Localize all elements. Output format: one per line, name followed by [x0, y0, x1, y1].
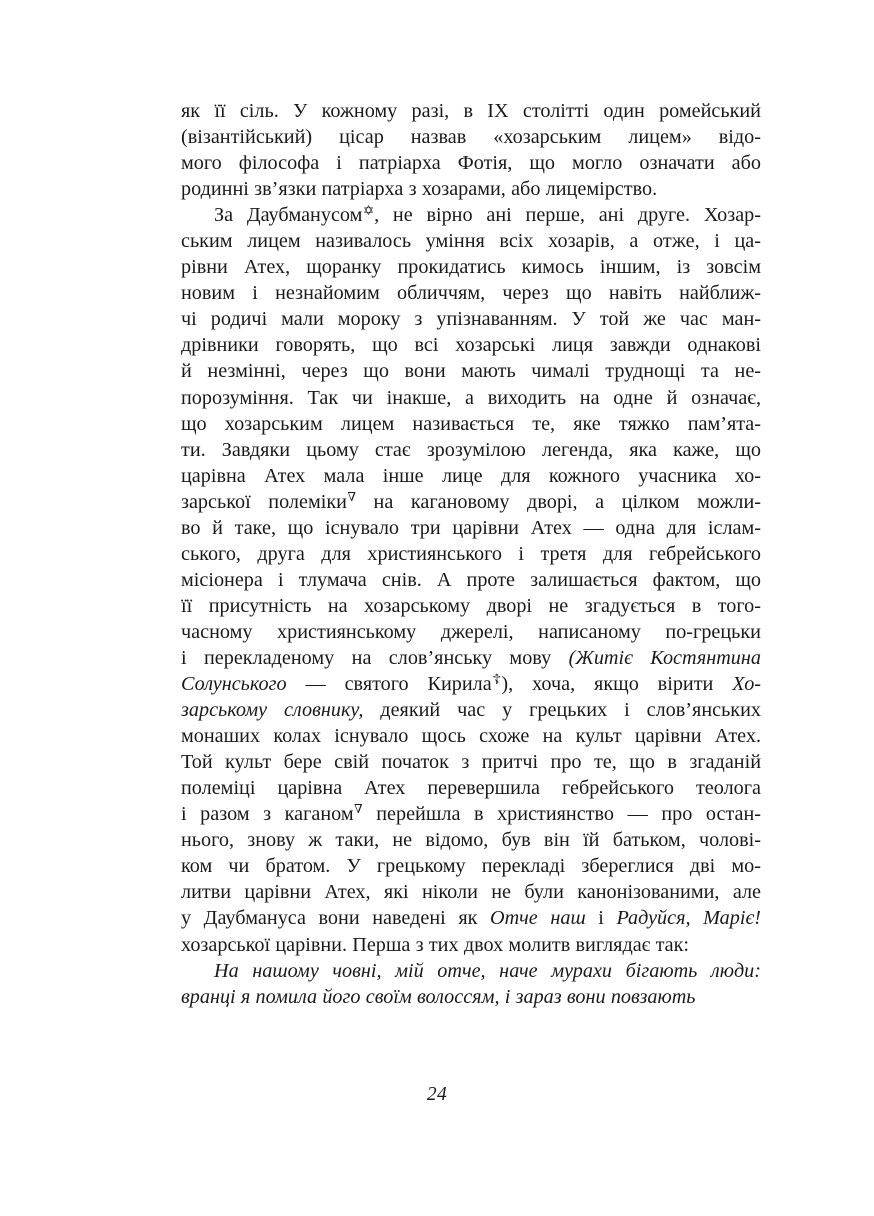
line-text-mid: і: [585, 907, 617, 930]
line-text-after: — святого Кирила: [286, 673, 492, 696]
line-text-after: , не вірно ані перше, ані друге. Хозар-: [374, 204, 761, 227]
book-title-italic: Солунського: [181, 673, 287, 696]
paragraph-continuation: [181, 98, 761, 202]
text-line: литви царівни Атех, які ніколи не були канонізованими, але: [181, 881, 761, 904]
footnote-nabla-icon: ∇: [354, 802, 363, 817]
text-line: як її сіль. У кожному разі, в IX столітті один ромейський: [181, 100, 761, 122]
text-line: що хозарським лицем називається те, яке тяжко пам’ята-: [181, 412, 761, 435]
text-line: її присутність на хозарському дворі не згадується в того-: [181, 594, 761, 617]
page-number: 24: [426, 1084, 448, 1105]
text-line: хозарської царівни. Перша з тих двох молитв виглядає так:: [181, 933, 690, 956]
text-line: новим і незнайомим обличчям, через що навіть найближ-: [181, 282, 761, 305]
text-line: царівна Атех мала інше лице для кожного учасника хо-: [181, 464, 761, 487]
line-text-after: перейшла в християнство — про остан-: [362, 803, 761, 826]
text-line: родинні зв’язки патріарха з хозарами, або лицемірство.: [181, 178, 658, 201]
book-title-italic-tail: Хо-: [732, 673, 762, 696]
line-text: і разом з каганом: [181, 803, 354, 826]
line-text: За Даубманусом: [214, 204, 363, 227]
text-line: дрівники говорять, що всі хозарські лиця завжди однакові: [181, 334, 761, 357]
text-line: місіонера і тлумача снів. А проте залишається фактом, що: [181, 568, 761, 591]
text-line: часному християнському джерелі, написаному по-грецьки: [181, 620, 761, 643]
prayer-line: вранці я помила його своїм волоссям, і зараз вони повзають: [181, 985, 696, 1008]
text-line: ським лицем називалось уміння всіх хозарів, а отже, і ца-: [181, 230, 761, 253]
line-text: зарської полеміки: [181, 490, 347, 513]
text-line: во й таке, що існувало три царівни Атех — одна для іслам-: [181, 516, 761, 539]
footnote-cross-icon: ☦: [492, 671, 502, 688]
text-line: [181, 671, 761, 697]
text-line: монаших колах існувало щось схоже на культ царівни Атех.: [181, 725, 761, 748]
text-line: ти. Завдяки цьому стає зрозумілою легенда, яка каже, що: [181, 438, 761, 461]
text-line: рівни Атех, щоранку прокидатись кимось іншим, із зовсім: [181, 256, 761, 279]
book-title-italic: (Житіє Костянтина: [568, 646, 762, 669]
text-line: [181, 697, 761, 723]
line-text: у Даубмануса вони наведені як: [181, 907, 491, 930]
text-line: мого філософа і патріарха Фотія, що могло означати або: [181, 152, 761, 175]
text-line: порозуміння. Так чи інакше, а виходить на одне й означає,: [181, 386, 761, 409]
line-text-tail: ), хоча, якщо вірити: [501, 673, 733, 696]
prayer-title-italic: Отче наш: [490, 907, 586, 930]
text-line: (візантійський) цісар назвав «хозарським лицем» відо-: [181, 126, 761, 149]
book-title-italic: зарському словнику,: [181, 699, 364, 722]
paragraph-prayer: [181, 958, 761, 1010]
text-line: полеміці царівна Атех перевершила гебрейського теолога: [181, 777, 761, 800]
footnote-star-icon: ✡: [362, 202, 375, 218]
line-text-after: деякий час у грецьких і слов’янських: [363, 699, 761, 722]
page-text-block: [181, 98, 761, 1010]
text-line: й незмінні, через що вони мають чималі труднощі та не-: [181, 360, 761, 383]
footnote-nabla-icon: ∇: [347, 489, 356, 504]
text-line: Той культ бере свій початок з притчі про те, що в згаданій: [181, 751, 761, 774]
text-line: ського, друга для християнського і третя для гебрейського: [181, 542, 761, 565]
prayer-title-italic-tail: Радуйся, Маріє!: [616, 907, 761, 930]
text-line: [181, 645, 761, 671]
line-text: і перекладеному на слов’янську мову: [181, 646, 569, 669]
text-line: [181, 905, 761, 931]
text-line: [181, 202, 761, 228]
text-line: [181, 801, 761, 827]
paragraph-daubmanus: [181, 202, 761, 957]
line-text-after: на кагановому дворі, а цілком можли-: [355, 490, 762, 513]
prayer-line: На нашому човні, мій отче, наче мурахи бігають люди:: [214, 959, 761, 982]
text-line: нього, знову ж таки, не відомо, був він їй батьком, чолові-: [181, 829, 761, 852]
text-line: [181, 489, 761, 515]
text-line: чі родичі мали мороку з упізнаванням. У той же час ман-: [181, 308, 761, 331]
text-line: ком чи братом. У грецькому перекладі збереглися дві мо-: [181, 855, 761, 878]
